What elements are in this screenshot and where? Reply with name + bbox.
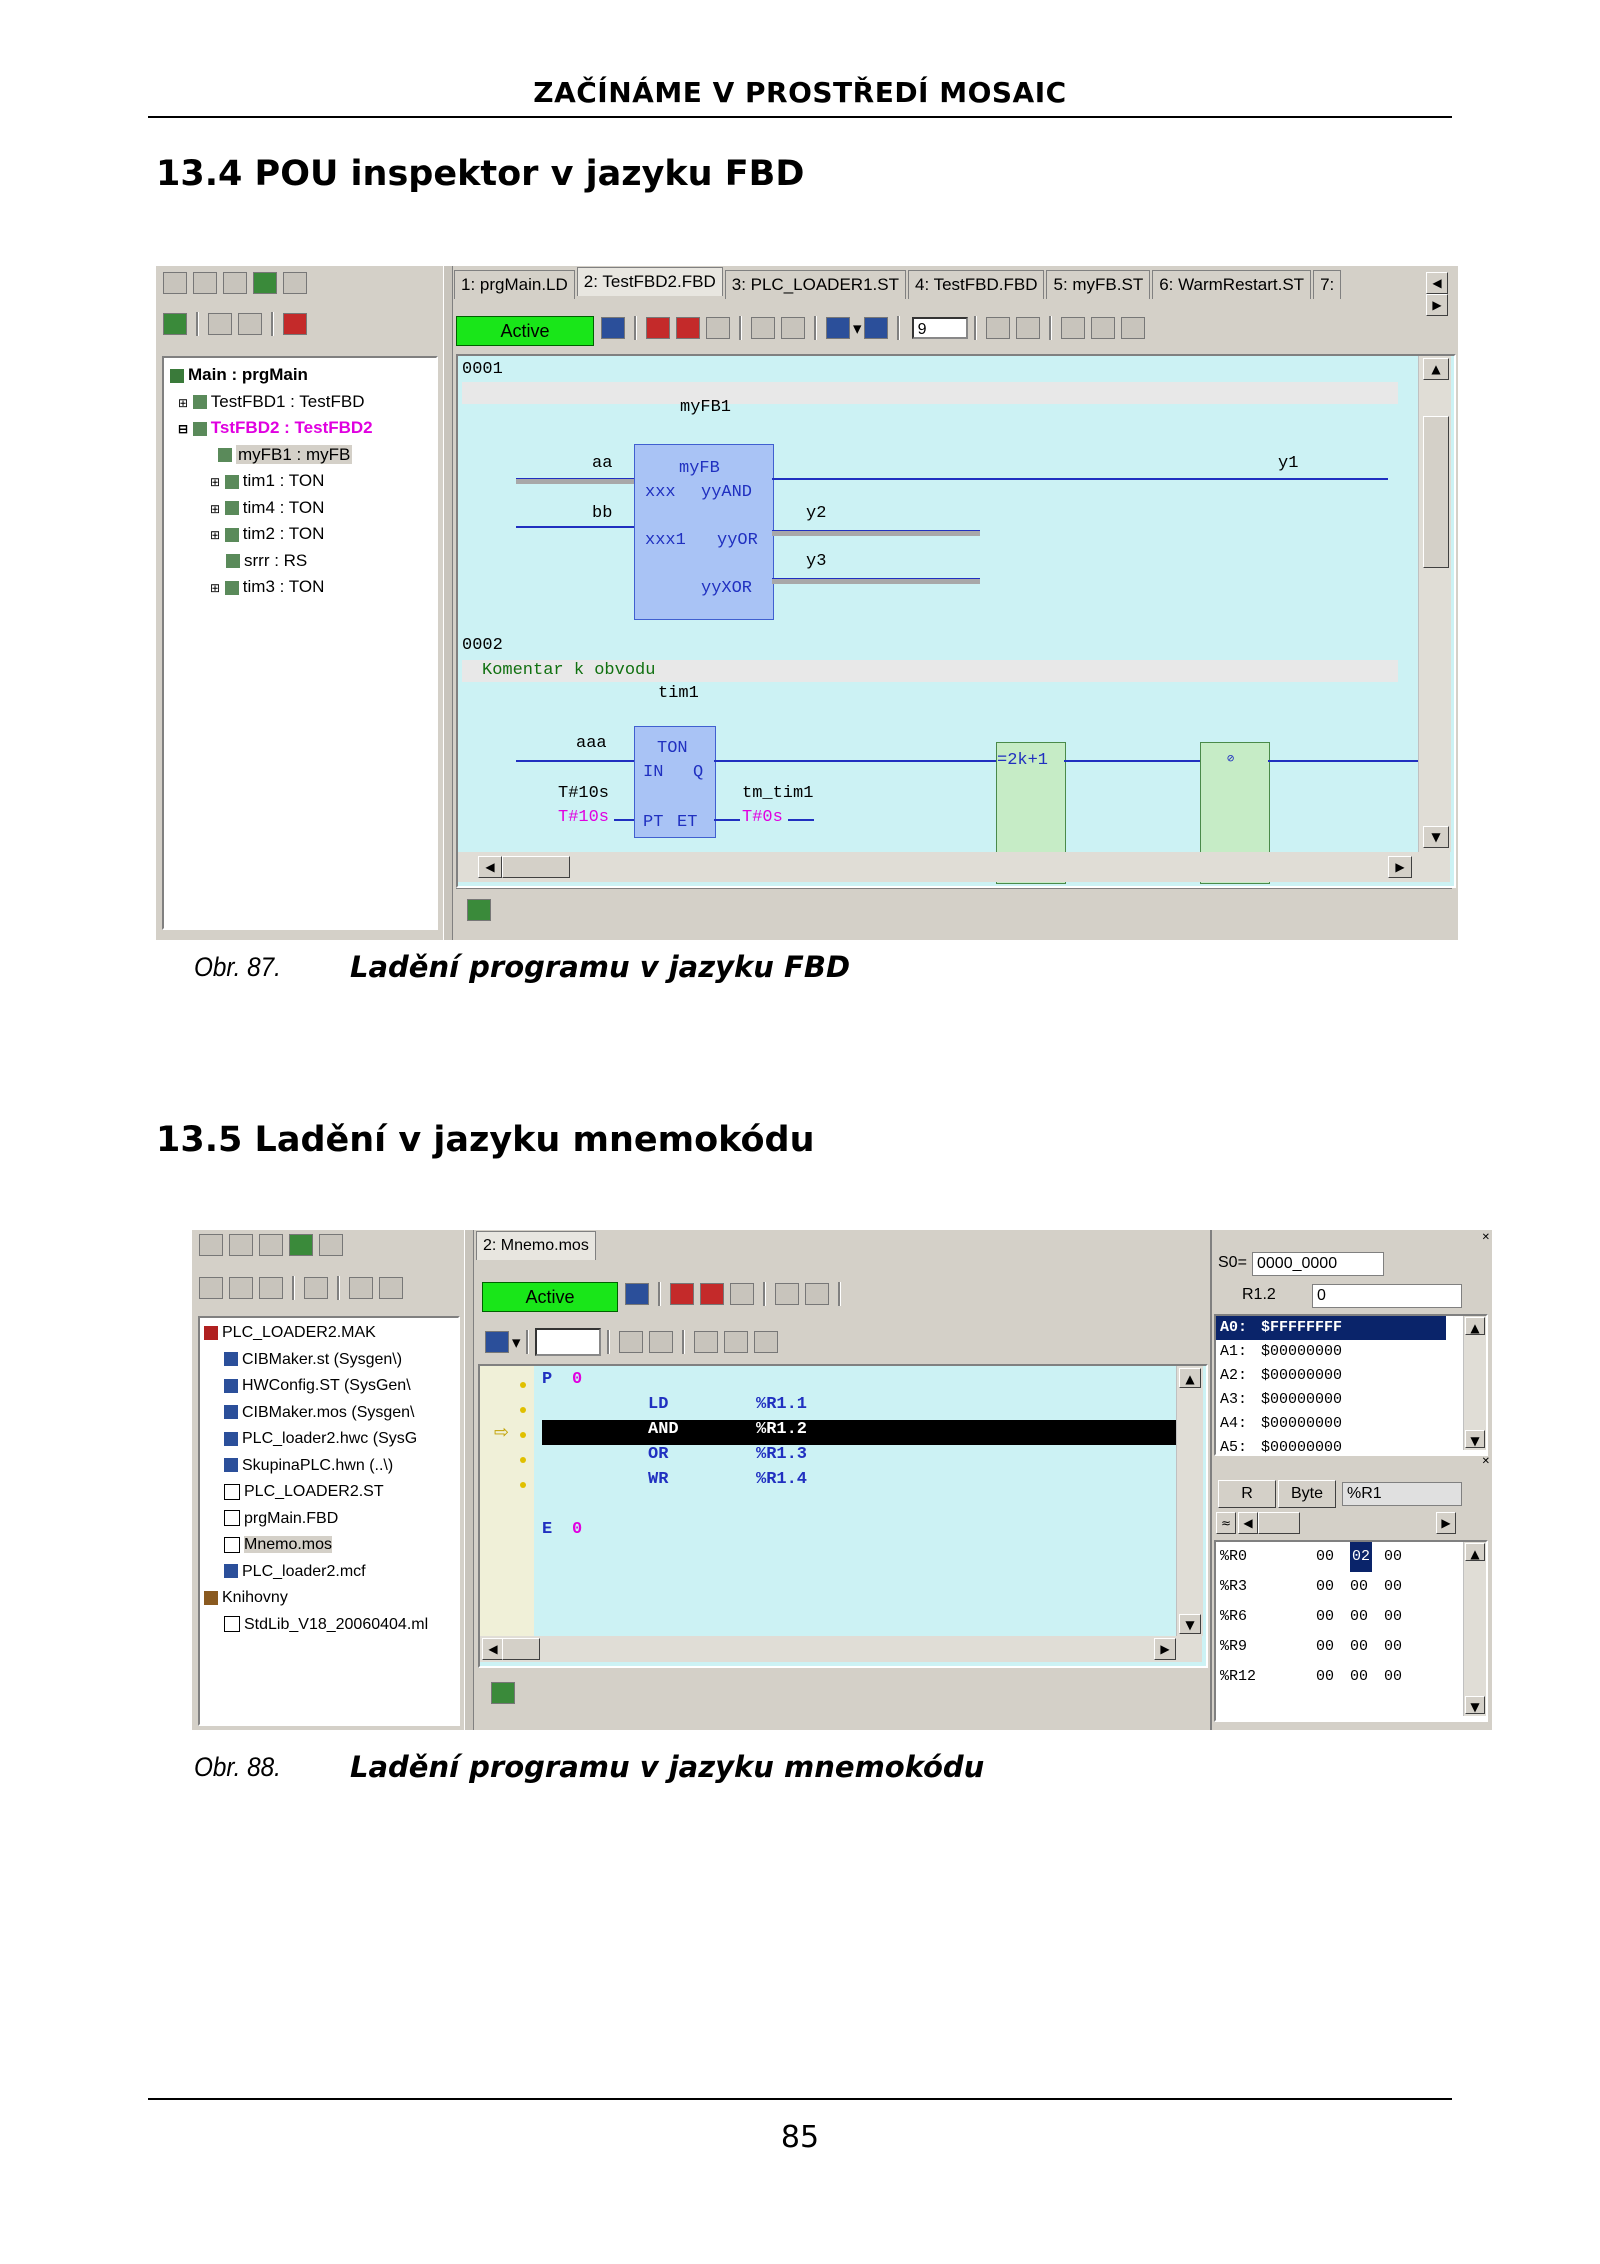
new-icon[interactable] xyxy=(1121,317,1145,339)
tab-right-icon[interactable]: ▶ xyxy=(1426,294,1448,316)
memory-byte[interactable]: 00 xyxy=(1316,1638,1335,1655)
tree-item-main[interactable]: Main : prgMain xyxy=(170,362,434,389)
block-insert-icon[interactable] xyxy=(1091,317,1115,339)
block-insert-icon[interactable] xyxy=(724,1331,748,1353)
network-comment-bar xyxy=(462,382,1398,404)
mem-type-button[interactable]: R xyxy=(1218,1480,1276,1508)
mem-address[interactable]: %R1 xyxy=(1342,1482,1462,1506)
tab-mnemo[interactable]: 2: Mnemo.mos xyxy=(476,1231,596,1260)
link-icon xyxy=(224,1564,238,1578)
tree-item-plc-loader2-st[interactable]: PLC_LOADER2.ST xyxy=(204,1479,458,1506)
clear-breakpoints-icon[interactable] xyxy=(730,1283,754,1305)
horizontal-scrollbar-2[interactable] xyxy=(480,1636,1202,1662)
collapse-icon: ⊟ xyxy=(178,422,189,436)
hscroll-thumb[interactable] xyxy=(1258,1512,1300,1534)
block-icon xyxy=(225,501,239,515)
output-y3: y3 xyxy=(806,552,827,571)
pin-yyxor: yyXOR xyxy=(701,579,753,598)
zoom-select[interactable]: 9 xyxy=(912,317,968,339)
input-aaa: aaa xyxy=(576,734,607,753)
remove-file-icon[interactable] xyxy=(259,1277,283,1299)
program-icon xyxy=(170,369,184,383)
s0-label: S0= xyxy=(1218,1254,1247,1271)
wire-out xyxy=(1268,760,1418,762)
block-icon xyxy=(193,422,207,436)
splitter-2[interactable] xyxy=(464,1230,474,1730)
register-row[interactable] xyxy=(1216,1316,1446,1340)
scroll-left-icon[interactable]: ◀ xyxy=(482,1638,504,1660)
collapse-icon[interactable]: ≈ xyxy=(1216,1512,1236,1534)
monitor-icon[interactable] xyxy=(625,1283,649,1305)
dropdown-icon[interactable]: ▼ xyxy=(853,322,862,336)
register-name: A2: xyxy=(1220,1367,1248,1384)
vertical-scrollbar-2[interactable] xyxy=(1176,1366,1203,1636)
splitter[interactable] xyxy=(443,266,453,940)
wire-bb xyxy=(516,526,634,528)
grid-icon[interactable] xyxy=(986,317,1010,339)
connect-icon[interactable] xyxy=(1061,317,1085,339)
register-name: A5: xyxy=(1220,1439,1248,1456)
mnemo-editor xyxy=(478,1364,1208,1668)
figure-caption-88: Ladění programu v jazyku mnemokódu xyxy=(350,1750,985,1784)
new-file-icon[interactable] xyxy=(199,1277,223,1299)
align-icon[interactable] xyxy=(649,1331,673,1353)
fb-type: myFB xyxy=(679,459,720,478)
breakpoint-gutter[interactable] xyxy=(480,1366,534,1662)
link-icon xyxy=(224,1458,238,1472)
block-icon xyxy=(193,395,207,409)
scroll-up-icon[interactable]: ▲ xyxy=(1465,1543,1485,1561)
header-rule xyxy=(148,116,1452,118)
memory-byte[interactable]: 00 xyxy=(1384,1638,1403,1655)
active-indicator: Active xyxy=(456,316,594,346)
tree-item-tstfbd2[interactable]: ⊟ TstFBD2 : TestFBD2 xyxy=(178,418,373,437)
ton-type: TON xyxy=(657,739,688,758)
step-icon[interactable] xyxy=(751,317,775,339)
current-line-arrow-icon: ⇨ xyxy=(494,1422,510,1443)
file-icon xyxy=(224,1616,240,1632)
tab-warmrestart[interactable]: 6: WarmRestart.ST xyxy=(1152,270,1311,299)
wire-q-long xyxy=(714,760,996,762)
memory-byte[interactable]: 00 xyxy=(1316,1668,1335,1685)
figure-number-87: Obr. 87. xyxy=(194,952,281,982)
link-icon xyxy=(224,1379,238,1393)
register-name: A4: xyxy=(1220,1415,1248,1432)
vertical-scrollbar[interactable] xyxy=(1418,356,1451,852)
move-up-icon[interactable] xyxy=(349,1277,373,1299)
vertical-scrollbar-4[interactable] xyxy=(1463,1542,1486,1716)
register-value: $FFFFFFFF xyxy=(1261,1319,1343,1336)
bug-icon[interactable] xyxy=(467,899,491,921)
library-icon xyxy=(204,1591,218,1605)
register-row[interactable] xyxy=(1216,1388,1486,1412)
new-icon[interactable] xyxy=(754,1331,778,1353)
scroll-down-icon[interactable]: ▼ xyxy=(1179,1614,1201,1634)
register-name: A1: xyxy=(1220,1343,1248,1360)
project-toolbar-2 xyxy=(196,1234,346,1256)
tree-item-plc-loader2-hwc[interactable]: PLC_loader2.hwc (SysG xyxy=(204,1426,458,1453)
expand-icon: ⊞ xyxy=(210,501,221,516)
remove-breakpoint-icon[interactable] xyxy=(700,1283,724,1305)
remove-breakpoint-icon[interactable] xyxy=(676,317,700,339)
block-icon xyxy=(218,448,232,462)
debug-toolbar-2 xyxy=(622,1282,847,1306)
pin-xxx1: xxx1 xyxy=(645,531,686,550)
iec-icon[interactable] xyxy=(283,272,307,294)
bug-icon[interactable] xyxy=(491,1682,515,1704)
code-line-current[interactable]: AND %R1.2 xyxy=(542,1420,1182,1445)
register-value: $00000000 xyxy=(1261,1343,1343,1360)
memory-byte[interactable]: 00 xyxy=(1384,1578,1403,1595)
file-icon xyxy=(224,1537,240,1553)
memory-byte[interactable]: 00 xyxy=(1316,1578,1335,1595)
register-row[interactable] xyxy=(1216,1364,1486,1388)
windows-icon[interactable] xyxy=(199,1234,223,1256)
pou-tree xyxy=(162,356,438,930)
windows-icon[interactable] xyxy=(163,272,187,294)
file-icon xyxy=(224,1510,240,1526)
ton-instance-name: tim1 xyxy=(658,684,699,703)
tree-item-testfbd1[interactable]: ⊞ TestFBD1 : TestFBD xyxy=(178,391,365,411)
line-marker xyxy=(520,1457,526,1463)
tree-item-knihovny[interactable]: Knihovny xyxy=(204,1585,458,1612)
editor-status-2 xyxy=(478,1670,1204,1722)
dropdown-icon[interactable]: ▼ xyxy=(512,1336,521,1350)
scroll-right-icon[interactable]: ▶ xyxy=(1388,856,1412,878)
view-icon[interactable] xyxy=(864,317,888,339)
scroll-down-icon[interactable]: ▼ xyxy=(1423,826,1449,848)
memory-byte[interactable]: 00 xyxy=(1350,1578,1369,1595)
scroll-left-icon[interactable]: ◀ xyxy=(1238,1512,1258,1534)
fb-instance-name: myFB1 xyxy=(680,398,732,417)
scroll-right-icon[interactable]: ▶ xyxy=(1154,1638,1176,1660)
layout-icon[interactable] xyxy=(485,1331,509,1353)
vertical-scrollbar-3[interactable] xyxy=(1463,1316,1486,1450)
wire-et xyxy=(714,819,740,821)
tree-item-cibmaker-st[interactable]: CIBMaker.st (Sysgen\) xyxy=(204,1347,458,1374)
add-file-icon[interactable] xyxy=(229,1277,253,1299)
pin-yyand: yyAND xyxy=(701,483,753,502)
output-y1: y1 xyxy=(1278,454,1299,473)
output-et-value: T#0s xyxy=(742,808,783,827)
network-number-2: 0002 xyxy=(462,636,503,655)
copy-icon[interactable] xyxy=(193,272,217,294)
block-icon xyxy=(225,581,239,595)
memory-address: %R6 xyxy=(1220,1608,1248,1625)
wire-et-2 xyxy=(788,819,814,821)
fbd-canvas xyxy=(456,354,1456,888)
memory-byte[interactable]: 00 xyxy=(1316,1548,1335,1565)
figure-number-88: Obr. 88. xyxy=(194,1752,281,1782)
scroll-down-icon[interactable]: ▼ xyxy=(1465,1430,1485,1448)
block-icon xyxy=(225,475,239,489)
r12-label: R1.2 xyxy=(1242,1286,1276,1303)
tree-item-prgmain[interactable]: prgMain.FBD xyxy=(204,1506,458,1533)
grid-icon[interactable] xyxy=(619,1331,643,1353)
expand-icon: ⊞ xyxy=(210,528,221,542)
tree-item-mnemo[interactable]: Mnemo.mos xyxy=(204,1532,458,1559)
active-indicator-2: Active xyxy=(482,1282,618,1312)
memory-byte[interactable]: 00 xyxy=(1384,1668,1403,1685)
line-marker xyxy=(520,1482,526,1488)
tree-item-hwconfig[interactable]: HWConfig.ST (SysGen\ xyxy=(204,1373,458,1400)
scroll-right-icon[interactable]: ▶ xyxy=(1436,1512,1456,1534)
register-row[interactable] xyxy=(1216,1436,1486,1456)
editor-tabs xyxy=(454,270,1454,299)
tree-item-skupinaplc[interactable]: SkupinaPLC.hwn (..\) xyxy=(204,1453,458,1480)
block-icon xyxy=(225,528,239,542)
step-icon[interactable] xyxy=(775,1283,799,1305)
memory-byte[interactable]: 00 xyxy=(1384,1608,1403,1625)
editor-toolbar xyxy=(456,310,1454,350)
editor-toolbar-2 xyxy=(482,1328,781,1356)
tab-more[interactable]: 7: xyxy=(1313,270,1341,299)
memory-byte[interactable]: 00 xyxy=(1350,1668,1369,1685)
memory-row[interactable] xyxy=(1216,1572,1486,1602)
footer-rule xyxy=(148,2098,1452,2100)
scroll-down-icon[interactable]: ▼ xyxy=(1465,1696,1485,1714)
copy-icon[interactable] xyxy=(229,1234,253,1256)
close-icon[interactable]: ✕ xyxy=(1481,1456,1490,1467)
input-bb: bb xyxy=(592,504,613,523)
export-icon[interactable] xyxy=(223,272,247,294)
tab-prgmain[interactable]: 1: prgMain.LD xyxy=(454,270,575,299)
horizontal-scrollbar[interactable] xyxy=(458,852,1450,882)
link-icon xyxy=(224,1432,238,1446)
output-marker: ⊘ xyxy=(1227,752,1235,766)
tree-toolbar xyxy=(160,312,310,336)
memory-address: %R12 xyxy=(1220,1668,1257,1685)
wire-aaa xyxy=(516,760,634,762)
tab-testfbd[interactable]: 4: TestFBD.FBD xyxy=(908,270,1045,299)
code-line-3[interactable]: OR %R1.3 xyxy=(648,1445,808,1464)
hscroll-thumb[interactable] xyxy=(502,1638,540,1660)
expr-text: =2k+1 xyxy=(997,751,1049,770)
wire-y1 xyxy=(772,478,1388,480)
move-down-icon[interactable] xyxy=(379,1277,403,1299)
clear-breakpoints-icon[interactable] xyxy=(706,317,730,339)
add-breakpoint-icon[interactable] xyxy=(670,1283,694,1305)
wire-y3 xyxy=(772,578,980,584)
wire-pt xyxy=(614,819,634,821)
file-icon xyxy=(224,1484,240,1500)
page-number: 85 xyxy=(780,2120,820,2155)
project-toolbar xyxy=(160,272,310,294)
input-aa: aa xyxy=(592,454,613,473)
code-line-1[interactable]: LD %R1.1 xyxy=(648,1395,808,1414)
zoom-select[interactable] xyxy=(535,1328,601,1356)
section-title-13-4: 13.4 POU inspektor v jazyku FBD xyxy=(156,154,805,194)
block-icon xyxy=(226,554,240,568)
register-name: A3: xyxy=(1220,1391,1248,1408)
fb-block-myfb[interactable] xyxy=(634,444,774,620)
line-marker xyxy=(520,1407,526,1413)
register-value: $00000000 xyxy=(1261,1439,1343,1456)
network-comment: Komentar k obvodu xyxy=(462,660,1398,682)
save-icon[interactable] xyxy=(304,1277,328,1299)
pin-et: ET xyxy=(677,813,698,832)
layout-icon[interactable] xyxy=(826,317,850,339)
register-list xyxy=(1214,1314,1488,1456)
link-icon xyxy=(224,1352,238,1366)
pin-in: IN xyxy=(643,763,664,782)
register-value: $00000000 xyxy=(1261,1391,1343,1408)
fb-block-ton[interactable] xyxy=(634,726,716,838)
figure-caption-87: Ladění programu v jazyku FBD xyxy=(350,950,851,984)
memory-address: %R0 xyxy=(1220,1548,1248,1565)
wire-aa xyxy=(516,478,634,484)
memory-row[interactable] xyxy=(1216,1542,1486,1572)
debug-toolbar xyxy=(598,316,1148,340)
debug-icon[interactable] xyxy=(283,313,307,335)
step-over-icon[interactable] xyxy=(781,317,805,339)
s0-value[interactable]: 0000_0000 xyxy=(1252,1252,1384,1276)
code-line-5[interactable] xyxy=(542,1495,1182,1520)
add-breakpoint-icon[interactable] xyxy=(646,317,670,339)
pin-q: Q xyxy=(693,763,704,782)
align-icon[interactable] xyxy=(1016,317,1040,339)
register-name: A0: xyxy=(1220,1319,1248,1336)
tab-testfbd2[interactable]: 2: TestFBD2.FBD xyxy=(577,267,723,296)
pin-xxx: xxx xyxy=(645,483,676,502)
memory-list xyxy=(1214,1540,1488,1722)
watch-icon[interactable] xyxy=(238,313,262,335)
scroll-up-icon[interactable]: ▲ xyxy=(1179,1368,1201,1388)
tree-item-myfb1[interactable]: myFB1 : myFB xyxy=(170,442,434,469)
tree-item-makefile[interactable]: PLC_LOADER2.MAK xyxy=(204,1320,458,1347)
memory-byte[interactable]: 00 xyxy=(1316,1608,1335,1625)
make-icon xyxy=(204,1326,218,1340)
network-number: 0001 xyxy=(462,360,503,379)
line-marker xyxy=(520,1432,526,1438)
pin-pt: PT xyxy=(643,813,664,832)
memory-address: %R3 xyxy=(1220,1578,1248,1595)
memory-byte[interactable]: 00 xyxy=(1384,1548,1403,1565)
memory-byte[interactable]: 00 xyxy=(1350,1608,1369,1625)
iec-icon[interactable] xyxy=(319,1234,343,1256)
register-value: $00000000 xyxy=(1261,1367,1343,1384)
input-pt-value: T#10s xyxy=(558,808,610,827)
mnemo-screenshot xyxy=(192,1230,1492,1730)
watch-panels xyxy=(1210,1230,1492,1730)
tree-item-tim1[interactable]: ⊞ tim1 : TON xyxy=(210,471,325,490)
expand-icon: ⊞ xyxy=(210,581,221,595)
tree-item-cibmaker-mos[interactable]: CIBMaker.mos (Sysgen\ xyxy=(204,1400,458,1427)
module-icon[interactable] xyxy=(208,313,232,335)
memory-byte[interactable]: 02 xyxy=(1350,1542,1372,1572)
project-tree xyxy=(198,1316,460,1726)
memory-row[interactable] xyxy=(1216,1632,1486,1662)
connect-icon[interactable] xyxy=(694,1331,718,1353)
page-header: ZAČÍNÁME V PROSTŘEDÍ MOSAIC xyxy=(533,76,1067,109)
output-y2: y2 xyxy=(806,504,827,523)
code-line-6[interactable]: E 0 xyxy=(542,1520,583,1539)
fbd-screenshot xyxy=(156,266,1458,940)
tree-item-tim4[interactable]: ⊞ tim4 : TON xyxy=(210,497,325,517)
memory-address: %R9 xyxy=(1220,1638,1248,1655)
tab-plc-loader1[interactable]: 3: PLC_LOADER1.ST xyxy=(725,270,906,299)
code-line-4[interactable]: WR %R1.4 xyxy=(648,1470,808,1489)
mem-format-button[interactable]: Byte xyxy=(1278,1480,1336,1508)
input-pt: T#10s xyxy=(558,784,610,803)
wire-expr xyxy=(1064,760,1200,762)
tree-toolbar-2 xyxy=(196,1276,406,1300)
output-et: tm_tim1 xyxy=(742,784,814,803)
bug-icon[interactable] xyxy=(289,1234,313,1256)
link-icon xyxy=(224,1405,238,1419)
bug-icon[interactable] xyxy=(253,272,277,294)
r12-value[interactable]: 0 xyxy=(1312,1284,1462,1308)
scroll-thumb[interactable] xyxy=(1423,416,1449,568)
hscroll-thumb[interactable] xyxy=(502,856,570,878)
editor-status xyxy=(456,888,1452,933)
scroll-left-icon[interactable]: ◀ xyxy=(478,856,502,878)
tree-item-mcf[interactable]: PLC_loader2.mcf xyxy=(204,1559,458,1586)
tree-item-srrr[interactable]: srrr : RS xyxy=(170,548,434,575)
pin-yyor: yyOR xyxy=(717,531,758,550)
tree-item-tim2[interactable]: ⊞ tim2 : TON xyxy=(210,524,325,543)
code-line-0[interactable]: P 0 xyxy=(542,1370,583,1389)
tab-left-icon[interactable]: ◀ xyxy=(1426,272,1448,294)
register-row[interactable] xyxy=(1216,1340,1486,1364)
scroll-up-icon[interactable]: ▲ xyxy=(1465,1317,1485,1335)
scroll-up-icon[interactable]: ▲ xyxy=(1423,358,1449,380)
code-area xyxy=(542,1370,1182,1545)
wire-y2 xyxy=(772,530,980,536)
section-title-13-5: 13.5 Ladění v jazyku mnemokódu xyxy=(156,1120,815,1160)
tree-item-stdlib[interactable]: StdLib_V18_20060404.ml xyxy=(204,1612,458,1639)
register-row[interactable] xyxy=(1216,1412,1486,1436)
line-marker xyxy=(520,1382,526,1388)
memory-byte[interactable]: 00 xyxy=(1350,1638,1369,1655)
instance-icon[interactable] xyxy=(163,313,187,335)
step-over-icon[interactable] xyxy=(805,1283,829,1305)
mem-scroll[interactable] xyxy=(1216,1512,1486,1536)
monitor-icon[interactable] xyxy=(601,317,625,339)
memory-row[interactable] xyxy=(1216,1602,1486,1632)
close-icon[interactable]: ✕ xyxy=(1481,1232,1490,1243)
register-value: $00000000 xyxy=(1261,1415,1343,1432)
export-icon[interactable] xyxy=(259,1234,283,1256)
expand-icon: ⊞ xyxy=(178,395,189,410)
tree-item-tim3[interactable]: ⊞ tim3 : TON xyxy=(210,577,325,596)
editor-tabs-2 xyxy=(476,1234,598,1263)
tab-myfb[interactable]: 5: myFB.ST xyxy=(1046,270,1150,299)
expand-icon: ⊞ xyxy=(210,475,221,489)
memory-row[interactable] xyxy=(1216,1662,1486,1692)
